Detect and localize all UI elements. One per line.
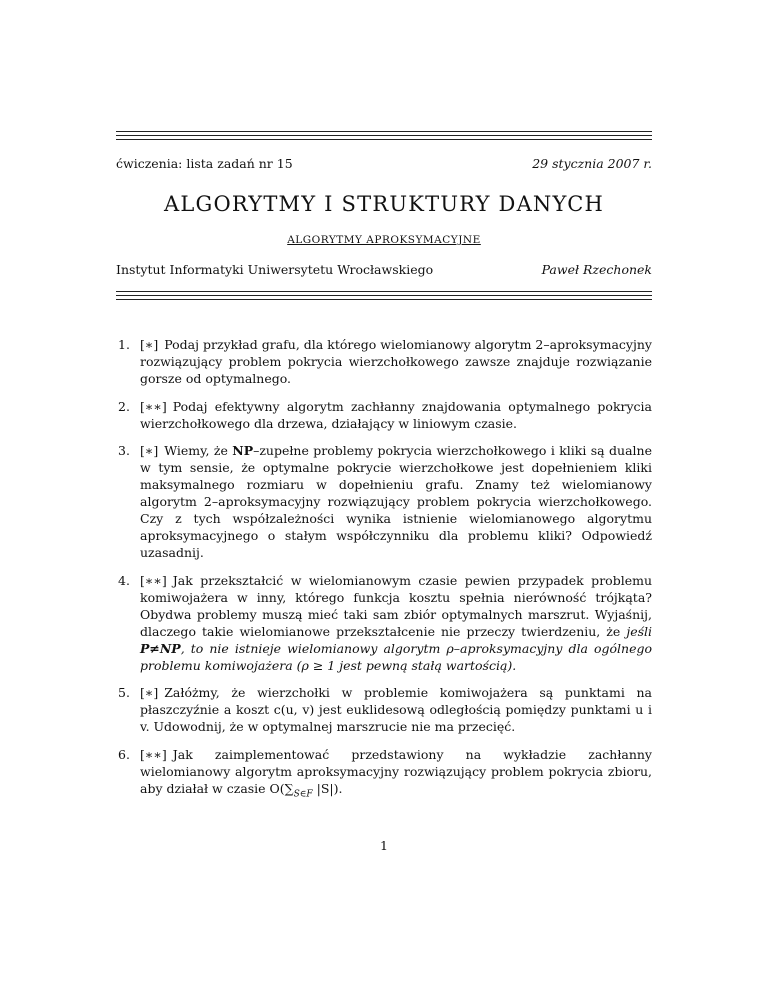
task-text-cont: –zupełne problemy pokrycia wierzchołkowego i kliki są dualne w tym sensie, że optymalne pokrycie wierzchołkowe jest dopełnieniem kliki maksymalnego rozmiaru w dopełnieniu grafu. Znamy też wielomianowy algorytm 2–aproksymacyjny rozwiązujący problem pokrycia wierzchołkowego. Czy z tych współzależności wynika istnienie wielomianowego algorytmu aproksymacyjnego o stałym współczynniku dla problemu kliki? Odpowiedź uzasadnij. [140, 443, 652, 560]
task-number: 3. [118, 443, 130, 458]
top-rule-1 [116, 131, 652, 132]
sum-subscript: S∈F [293, 789, 313, 799]
task-text: Jak przekształcić w wielomianowym czasie pewien przypadek problemu komiwojażera w inny, którego funkcja kosztu spełnia nierówność trójkąta? Obydwa problemy muszą mieć taki sam zbiór optymalnych marszrut. Wyjaśnij, dlaczego takie wielomianowe przekształcenie nie przeczy twierdzeniu, że [140, 572, 652, 639]
task-difficulty: [∗∗] [140, 746, 167, 762]
bottom-rule-1 [116, 291, 652, 292]
institute-label: Instytut Informatyki Uniwersytetu Wrocławskiego [116, 262, 434, 277]
task-number: 5. [118, 685, 130, 700]
task-text: Jak zaimplementować przedstawiony na wykładzie zachłanny wielomianowy algorytm aproksymacyjny rozwiązujący problem pokrycia zbioru, aby działał w czasie O(∑ [140, 746, 652, 796]
page-number: 1 [380, 838, 388, 853]
task-number: 4. [118, 572, 130, 588]
bottom-rule-2 [116, 295, 652, 296]
bottom-rule-3 [116, 299, 652, 300]
task-text: Załóżmy, że wierzchołki w problemie komiwojażera są punktami na płaszczyźnie a koszt c(u, v) jest euklidesową odległością pomiędzy punktami u i v. Udowodnij, że w optymalnej marszrucie nie ma przecięć. [140, 685, 652, 734]
task-item [118, 746, 652, 804]
date-label: 29 stycznia 2007 r. [532, 156, 652, 171]
task-number: 6. [118, 746, 130, 762]
author-label: Paweł Rzechonek [541, 262, 652, 277]
task-item [118, 398, 652, 432]
task-difficulty: [∗∗] [140, 572, 167, 588]
task-list [118, 336, 652, 814]
task-item [118, 336, 652, 387]
task-difficulty: [∗] [140, 337, 159, 352]
task-difficulty: [∗∗] [140, 398, 167, 414]
task-difficulty: [∗] [140, 443, 159, 458]
np-term: NP [232, 443, 254, 458]
p-neq-np: P≠NP [140, 640, 181, 656]
task-item [118, 572, 652, 674]
page-title: ALGORYTMY I STRUKTURY DANYCH [163, 192, 604, 216]
task-item [118, 442, 652, 561]
task-text: Podaj efektywny algorytm zachłanny znajdowania optymalnego pokrycia wierzchołkowego dla drzewa, działający w liniowym czasie. [140, 398, 652, 431]
theorem-text-a: jeśli [626, 623, 652, 639]
task-text-end: |S|). [312, 780, 343, 796]
task-number: 1. [118, 337, 130, 352]
page-subtitle: ALGORYTMY APROKSYMACYJNE [287, 234, 481, 246]
top-rule-2 [116, 135, 652, 136]
task-text: Podaj przykład grafu, dla którego wielomianowy algorytm 2–aproksymacyjny rozwiązujący problem pokrycia wierzchołkowego zawsze znajduje rozwiązanie gorsze od optymalnego. [140, 337, 652, 386]
task-text: Wiemy, że [164, 443, 228, 458]
task-difficulty: [∗] [140, 685, 159, 700]
task-number: 2. [118, 398, 130, 414]
top-rule-3 [116, 139, 652, 140]
task-item [118, 684, 652, 735]
theorem-text-b: , to nie istnieje wielomianowy algorytm ρ–aproksymacyjny dla ogólnego problemu komiwojażera (ρ ≥ 1 jest pewną stałą wartością). [140, 640, 652, 673]
course-label: ćwiczenia: lista zadań nr 15 [116, 156, 293, 171]
